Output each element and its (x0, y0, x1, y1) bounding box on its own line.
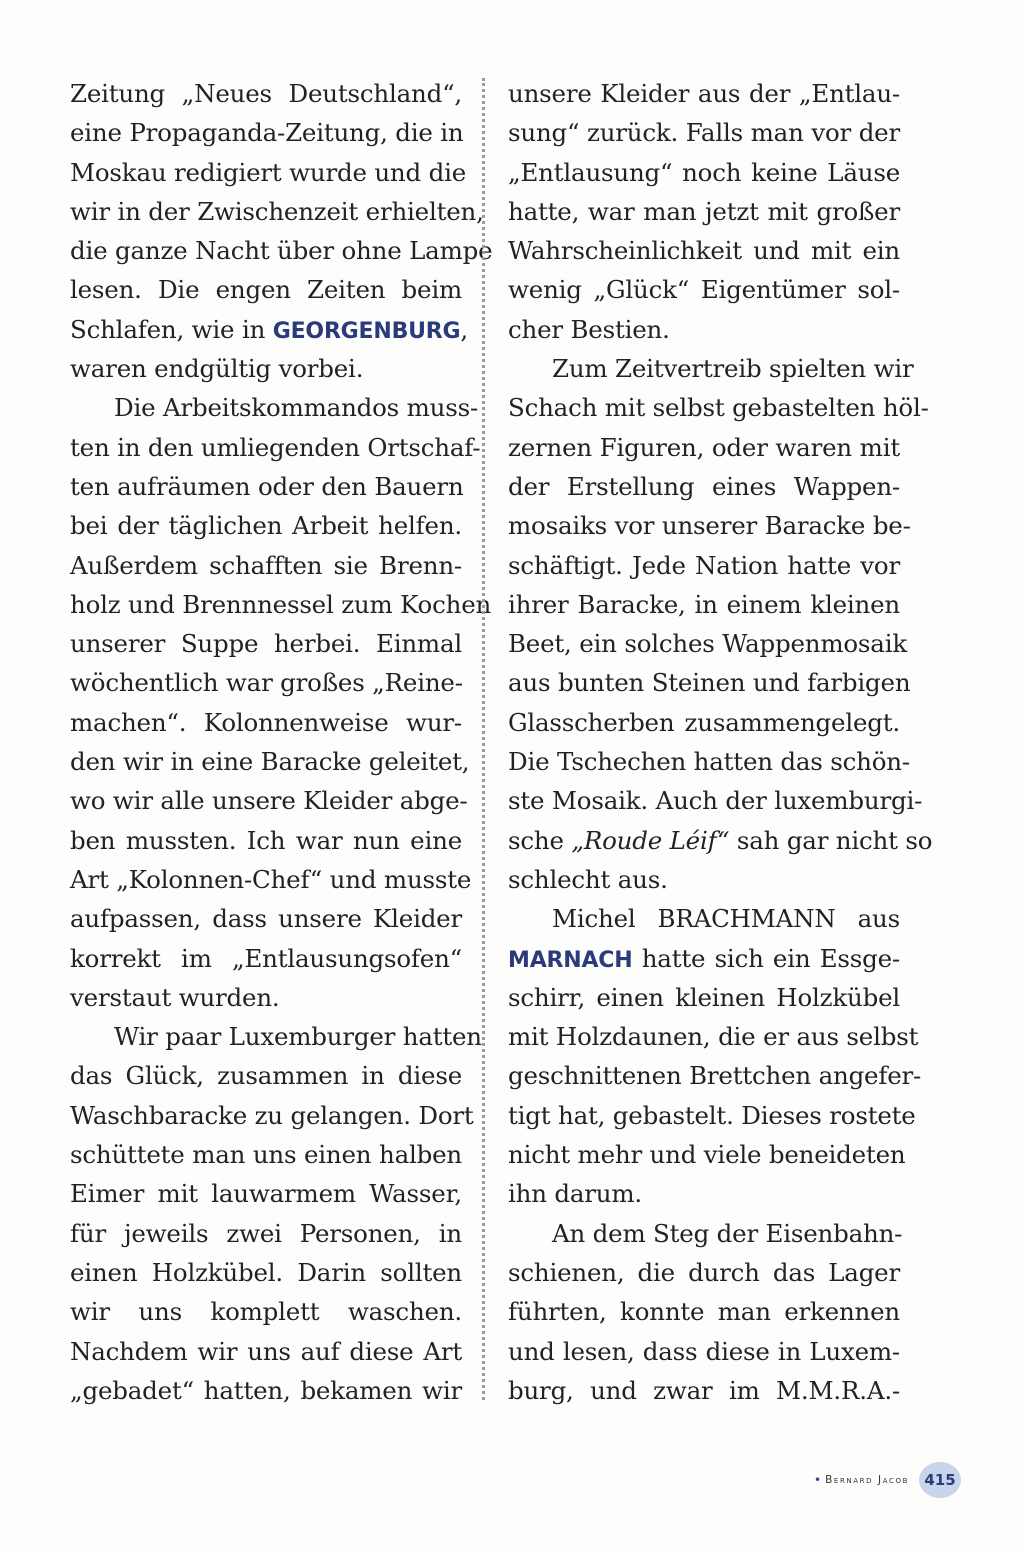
text-line: Beet, ein solches Wappenmosaik (508, 629, 907, 659)
text-line: unsere Kleider aus der „Entlau- (508, 79, 900, 108)
text-line: An dem Steg der Eisenbahn- (552, 1218, 903, 1248)
paragraph (508, 899, 922, 1213)
text-line: machen“. Kolonnenweise wur- (70, 707, 462, 737)
text-line: burg, und zwar im M.M.R.A.- (508, 1375, 900, 1405)
text-line: korrekt im „Entlausungsofen“ (70, 943, 462, 973)
text-line: Die Arbeitskommandos muss- (114, 393, 479, 423)
text-line: verstaut wurden. (70, 982, 280, 1012)
text-fragment: sche (508, 825, 572, 855)
text-line: Außerdem schafften sie Brenn- (70, 550, 462, 580)
text-line: wir uns komplett waschen. (70, 1297, 462, 1327)
text-line (508, 821, 933, 860)
text-line: zernen Figuren, oder waren mit (508, 432, 900, 462)
text-line: schlecht aus. (508, 864, 668, 894)
text-line: Eimer mit lauwarmem Wasser, (70, 1179, 462, 1209)
text-fragment: Schlafen, wie in (70, 314, 273, 344)
text-line: Michel BRACHMANN aus (552, 904, 900, 934)
paragraph (508, 1214, 903, 1410)
text-line: cher Bestien. (508, 314, 670, 344)
text-line: wöchentlich war großes „Reine- (70, 668, 463, 698)
text-line: schienen, die durch das Lager (508, 1257, 900, 1287)
text-fragment: , (460, 314, 469, 344)
text-line: aus bunten Steinen und farbigen (508, 668, 911, 698)
text-line: ihrer Baracke, in einem kleinen (508, 589, 900, 619)
text-line: bei der täglichen Arbeit helfen. (70, 511, 462, 541)
text-line: Waschbaracke zu gelangen. Dort (70, 1100, 474, 1130)
place-name: MARNACH (508, 947, 633, 973)
text-line: lesen. Die engen Zeiten beim (70, 275, 462, 305)
text-line: ihn darum. (508, 1179, 642, 1209)
text-line: mit Holzdaunen, die er aus selbst (508, 1022, 919, 1052)
text-line (70, 310, 469, 349)
text-line: Nachdem wir uns auf diese Art (70, 1336, 462, 1366)
text-line: das Glück, zusammen in diese (70, 1061, 462, 1091)
text-line (508, 939, 900, 978)
text-line: und lesen, dass diese in Luxem- (508, 1336, 900, 1366)
text-line: ten in den umliegenden Ortschaf- (70, 432, 481, 462)
text-line: unserer Suppe herbei. Einmal (70, 629, 462, 659)
text-line: eine Propaganda-Zeitung, die in (70, 118, 464, 148)
text-line: die ganze Nacht über ohne Lampe (70, 236, 493, 266)
page-number: 415 (919, 1462, 961, 1498)
right-column (508, 74, 933, 1410)
text-line: waren endgültig vorbei. (70, 354, 364, 384)
text-line: aufpassen, dass unsere Kleider (70, 904, 462, 934)
text-line: nicht mehr und viele beneideten (508, 1140, 906, 1170)
text-line: den wir in eine Baracke geleitet, (70, 747, 470, 777)
text-line: tigt hat, gebastelt. Dieses rostete (508, 1100, 916, 1130)
text-line: ste Mosaik. Auch der luxemburgi- (508, 786, 923, 816)
text-line: Wahrscheinlichkeit und mit ein (508, 236, 900, 266)
text-line: Zum Zeitvertreib spielten wir (552, 354, 914, 384)
text-line: ben mussten. Ich war nun eine (70, 825, 462, 855)
page-footer (814, 1462, 961, 1498)
text-line: Zeitung „Neues Deutschland“, (70, 79, 462, 108)
text-line: Art „Kolonnen-Chef“ und musste (70, 864, 472, 894)
left-column (70, 74, 493, 1410)
text-line: sung“ zurück. Falls man vor der (508, 118, 900, 148)
text-fragment: hatte sich ein Essge- (632, 943, 900, 973)
text-line: führten, konnte man erkennen (508, 1297, 900, 1327)
text-line: wo wir alle unsere Kleider abge- (70, 786, 468, 816)
text-line: Glasscherben zusammengelegt. (508, 707, 900, 737)
paragraph (70, 1017, 482, 1410)
text-line: schäftigt. Jede Nation hatte vor (508, 550, 900, 580)
place-name: GEORGENBURG (272, 318, 461, 344)
text-line: schirr, einen kleinen Holzkübel (508, 982, 900, 1012)
text-line: einen Holzkübel. Darin sollten (70, 1257, 462, 1287)
bullet-icon: • (814, 1473, 822, 1487)
paragraph (508, 74, 900, 349)
column-divider (482, 78, 485, 1400)
text-line: Schach mit selbst gebastelten höl- (508, 393, 929, 423)
text-line: holz und Brennnessel zum Kochen (70, 589, 492, 619)
text-line: hatte, war man jetzt mit großer (508, 196, 900, 226)
text-fragment: sah gar nicht so (729, 825, 933, 855)
paragraph (70, 388, 492, 1017)
text-line: Die Tschechen hatten das schön- (508, 747, 910, 777)
paragraph (70, 74, 493, 388)
text-line: „Entlausung“ noch keine Läuse (508, 157, 900, 187)
text-line: der Erstellung eines Wappen- (508, 471, 900, 501)
text-line: geschnittenen Brettchen angefer- (508, 1061, 922, 1091)
paragraph (508, 349, 933, 899)
text-line: „gebadet“ hatten, bekamen wir (70, 1375, 462, 1405)
text-line: Wir paar Luxemburger hatten (114, 1022, 482, 1052)
text-line: mosaiks vor unserer Baracke be- (508, 511, 911, 541)
italic-phrase: „Roude Léif“ (571, 825, 730, 855)
text-line: schüttete man uns einen halben (70, 1140, 462, 1170)
text-line: wir in der Zwischenzeit erhielten, (70, 196, 484, 226)
text-line: Moskau redigiert wurde und die (70, 157, 467, 187)
author-name: Bernard Jacob (825, 1474, 909, 1486)
text-line: wenig „Glück“ Eigentümer sol- (508, 275, 900, 305)
text-line: ten aufräumen oder den Bauern (70, 471, 464, 501)
text-line: für jeweils zwei Personen, in (70, 1218, 462, 1248)
